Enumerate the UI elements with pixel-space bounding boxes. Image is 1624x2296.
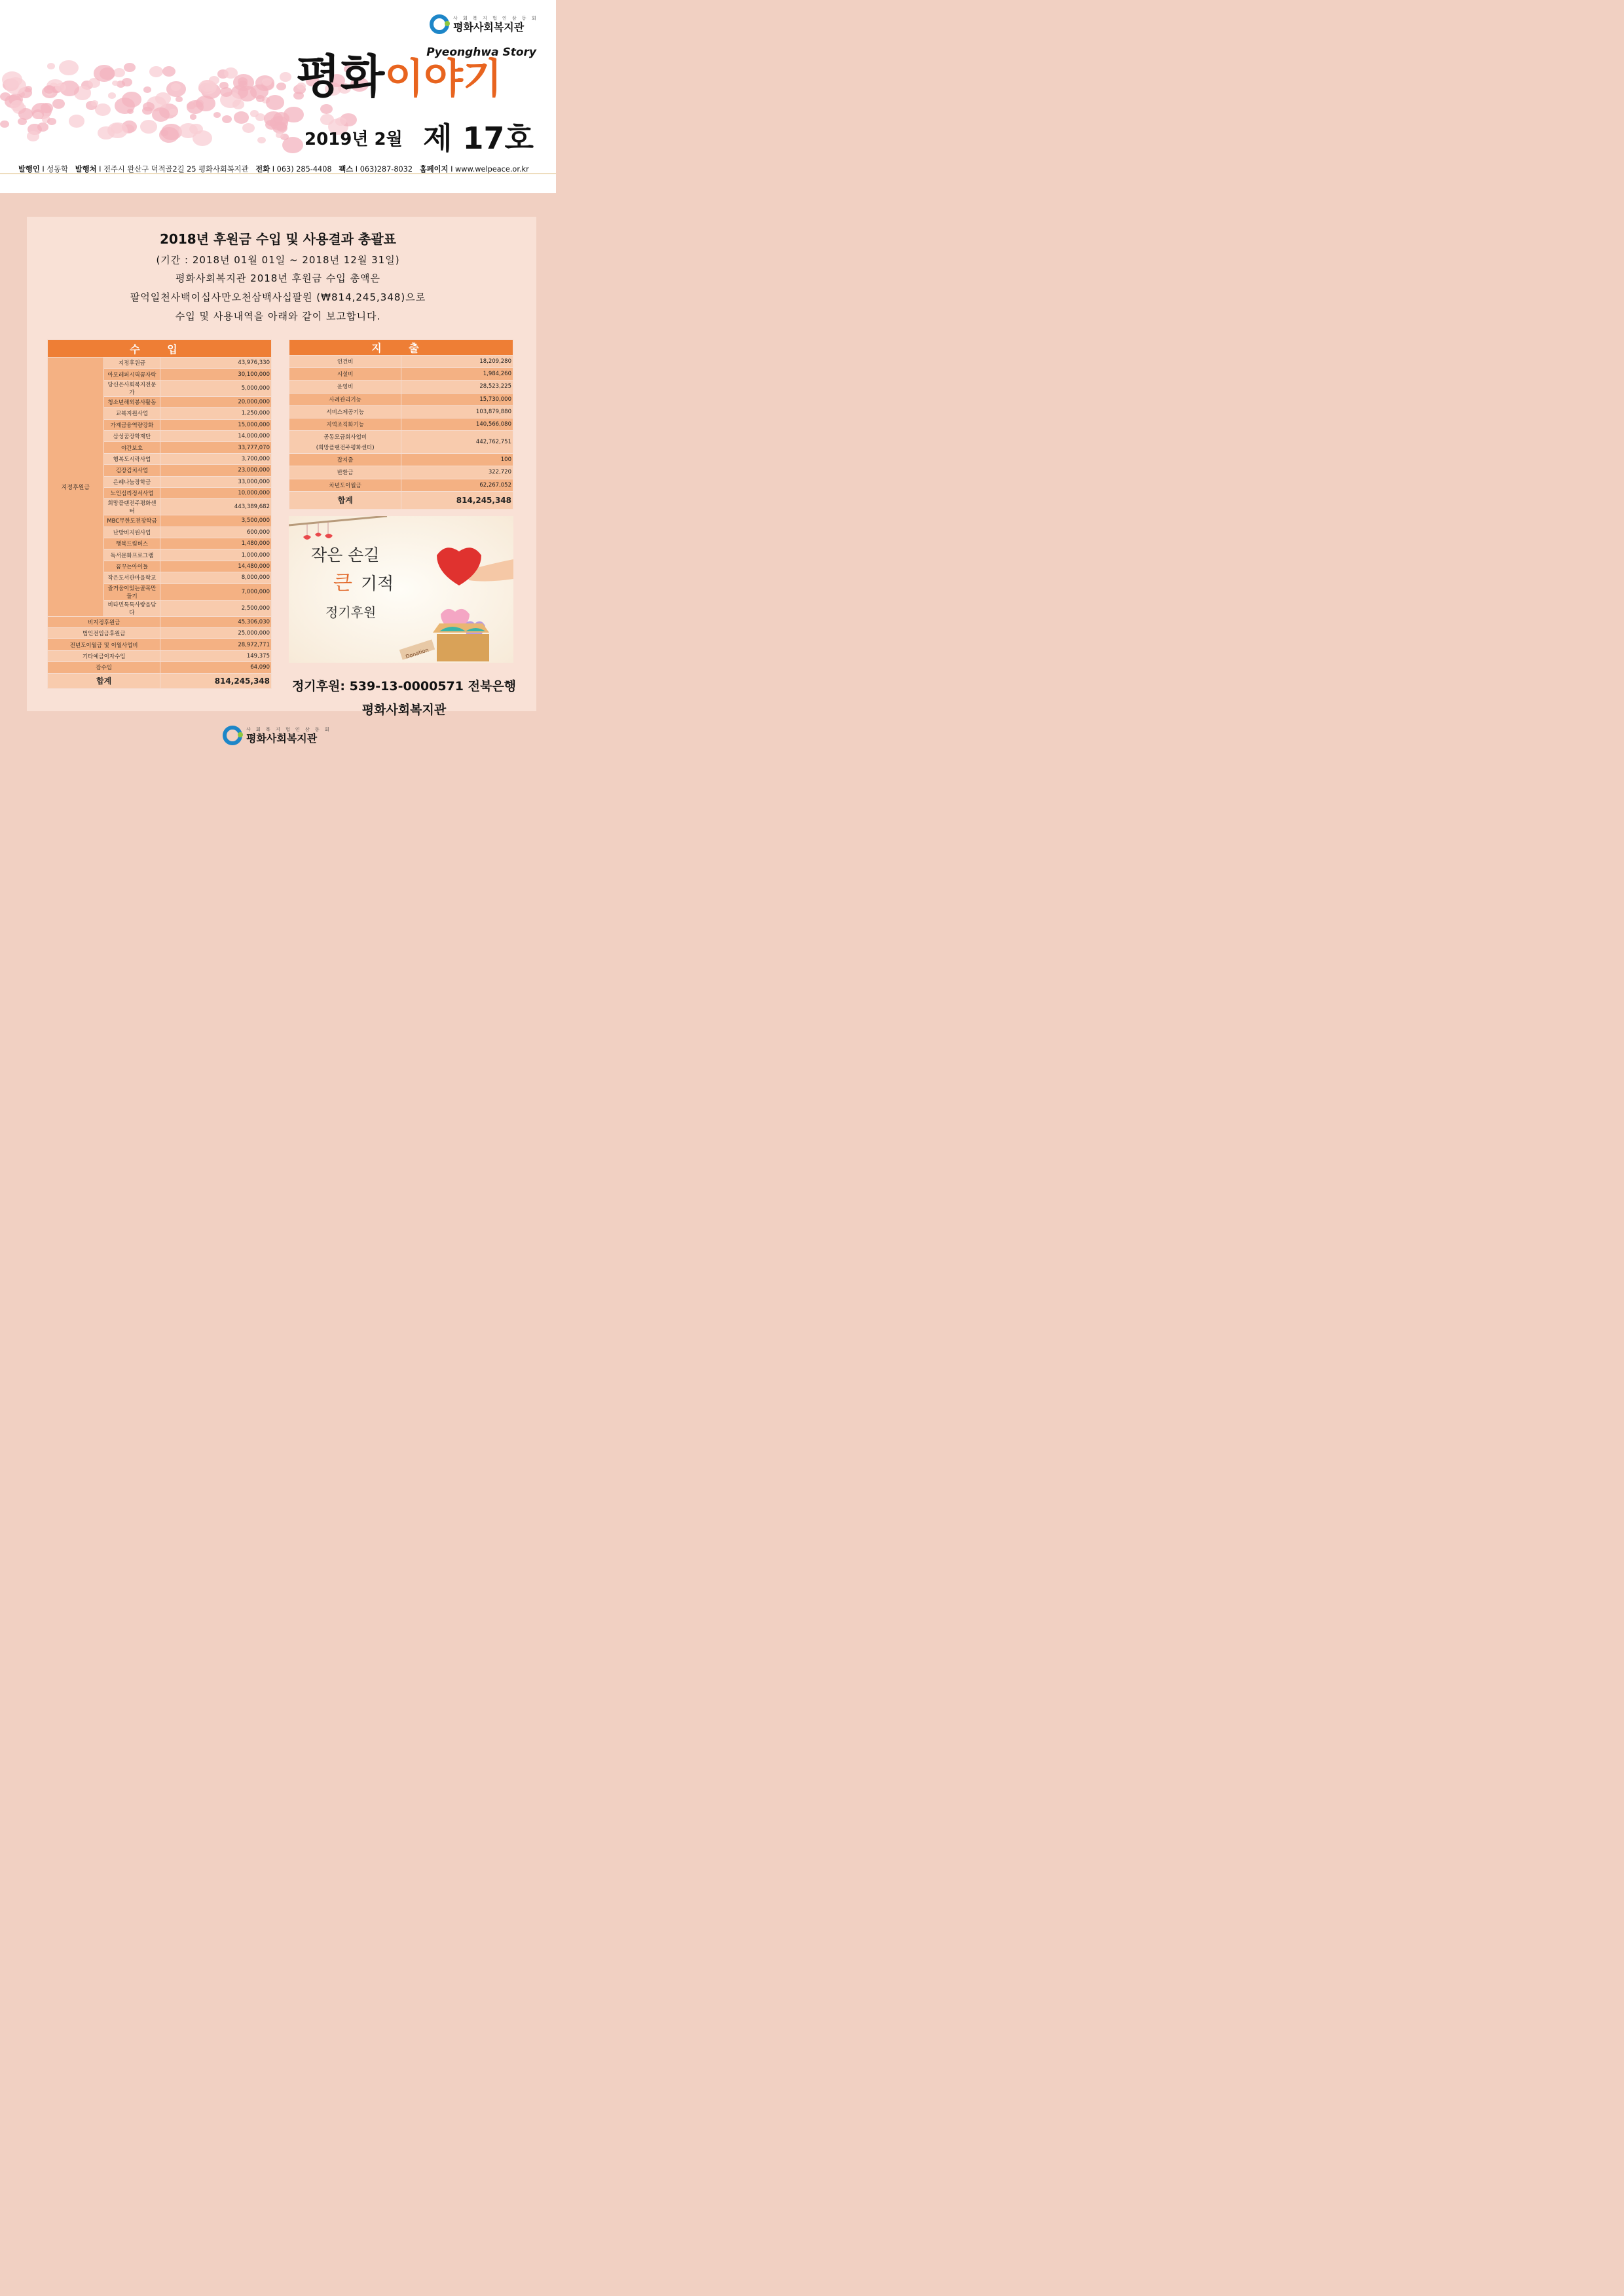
- publisher-info: 발행인 I 성동학 발행처 I 전주시 완산구 덕적골2길 25 평화사회복지관 전화 I 063) 285-4408 팩스 I 063)287-8032 홈페이지 I www.welpeace.or.kr: [18, 165, 529, 174]
- income-item-value: 2,500,000: [160, 600, 272, 616]
- income-item-value: 5,000,000: [160, 380, 272, 396]
- blossom-petal: [179, 123, 198, 138]
- blossom-petal: [127, 109, 134, 114]
- income-item-value: 15,000,000: [160, 419, 272, 430]
- expense-total-value: 814,245,348: [401, 491, 513, 509]
- expense-row: [289, 454, 513, 466]
- blossom-petal: [234, 111, 249, 123]
- income-item-value: 33,777,070: [160, 442, 272, 453]
- expense-table: [289, 339, 513, 509]
- blossom-petal: [169, 109, 177, 115]
- blossom-petal: [149, 66, 164, 77]
- expense-total-label: 합계: [289, 491, 401, 509]
- income-item-value: 1,480,000: [160, 538, 272, 549]
- expense-row: [289, 356, 513, 368]
- org-name: 평화사회복지관: [453, 20, 525, 33]
- expense-item-name: [289, 431, 401, 454]
- expense-item-value: 28,523,225: [401, 380, 513, 393]
- income-row: [48, 358, 272, 369]
- blossom-petal: [213, 112, 221, 118]
- income-item-value: 30,100,000: [160, 369, 272, 380]
- bank-account: 정기후원: 539-13-0000571 전북은행: [291, 679, 517, 694]
- income-item-name: 즐거움이있는골목만들기: [103, 583, 160, 600]
- org-subtitle: 사 회 복 지 법 인 삼 동 회: [453, 15, 538, 21]
- income-item-value: 23,000,000: [160, 465, 272, 476]
- publisher-name: 성동학: [46, 165, 69, 174]
- income-row: [48, 662, 272, 673]
- expense-item-name-line2: (희망플랜전주평화센터): [316, 445, 375, 452]
- income-item-name: 비지정후원금: [48, 616, 160, 627]
- income-item-name: 청소년해외봉사활동: [103, 396, 160, 407]
- blossom-petal: [276, 83, 287, 90]
- expense-total-row: [289, 491, 513, 509]
- income-row: [48, 639, 272, 650]
- income-item-name: 전년도이월금 및 이월사업비: [48, 639, 160, 650]
- income-item-name: 삼성꿈장학재단: [103, 430, 160, 441]
- expense-item-value: 15,730,000: [401, 393, 513, 405]
- expense-item-name: 시설비: [289, 368, 401, 380]
- expense-item-name: 차년도이월금: [289, 479, 401, 491]
- slogan-line1: 작은 손길: [311, 546, 380, 565]
- income-item-name: 은혜나눔장학금: [103, 476, 160, 487]
- income-item-value: 33,000,000: [160, 476, 272, 487]
- income-item-value: 1,000,000: [160, 549, 272, 561]
- blossom-petal: [282, 137, 303, 153]
- blossom-petal: [52, 99, 64, 109]
- expense-item-name: 잡지출: [289, 454, 401, 466]
- slogan-big: 큰: [333, 572, 352, 595]
- blossom-petal: [160, 130, 168, 136]
- homepage-label: 홈페이지: [419, 165, 449, 174]
- blossom-petal: [108, 92, 116, 99]
- expense-row: [289, 466, 513, 479]
- income-item-value: 28,972,771: [160, 639, 272, 650]
- expense-item-value: 1,984,260: [401, 368, 513, 380]
- expense-item-value: 322,720: [401, 466, 513, 479]
- income-row: [48, 628, 272, 639]
- blossom-petal: [47, 63, 55, 69]
- income-item-value: 45,306,030: [160, 616, 272, 627]
- income-item-name: 행복도시락사업: [103, 453, 160, 464]
- publisher-label: 발행인: [18, 165, 40, 174]
- blossom-petal: [232, 100, 244, 109]
- expense-item-name: 인건비: [289, 356, 401, 368]
- income-item-value: 149,375: [160, 650, 272, 661]
- expense-item-name: 운영비: [289, 380, 401, 393]
- blossom-petal: [238, 81, 248, 88]
- income-item-name: 아모레퍼시픽꿈자락: [103, 369, 160, 380]
- expense-item-value: 140,566,080: [401, 418, 513, 430]
- income-item-value: 1,250,000: [160, 408, 272, 419]
- donation-tag: Donation: [405, 646, 430, 660]
- income-total-label: 합계: [48, 673, 160, 688]
- blossom-petal: [257, 137, 266, 143]
- expense-row: [289, 380, 513, 393]
- blossom-petal: [59, 60, 78, 75]
- expense-item-value: 442,762,751: [401, 431, 513, 454]
- homepage-url[interactable]: www.welpeace.or.kr: [455, 165, 529, 174]
- fax-label: 팩스: [339, 165, 354, 174]
- blossom-petal: [113, 68, 125, 77]
- blossom-petal: [205, 82, 217, 91]
- income-item-name: 당신은사회복지전문가: [103, 380, 160, 396]
- expense-item-name: 지역조직화기능: [289, 418, 401, 430]
- income-item-name: 노인심리정서사업: [103, 487, 160, 498]
- income-item-value: 14,000,000: [160, 430, 272, 441]
- income-item-name: MBC무한도전장학금: [103, 515, 160, 527]
- blossom-petal: [41, 103, 53, 113]
- blossom-petal: [44, 85, 54, 94]
- blossom-petal: [143, 102, 155, 111]
- phone-number: 063) 285-4408: [276, 165, 332, 174]
- report-line3: 수입 및 사용내역을 아래와 같이 보고합니다.: [175, 310, 381, 322]
- blossom-petal: [47, 118, 56, 125]
- blossom-petal: [33, 112, 43, 119]
- expense-item-name: 반환금: [289, 466, 401, 479]
- report-line1: 평화사회복지관 2018년 후원금 수입 총액은: [175, 272, 381, 284]
- income-item-name: 지정후원금: [103, 358, 160, 369]
- expense-row: [289, 368, 513, 380]
- blossom-petal: [143, 86, 151, 93]
- income-item-value: 8,000,000: [160, 572, 272, 583]
- title-part1: 평화: [296, 49, 385, 103]
- blossom-petal: [10, 100, 24, 111]
- blossom-petal: [0, 120, 9, 128]
- footer-org-name: 평화사회복지관: [246, 731, 318, 745]
- blossom-petal: [335, 117, 346, 126]
- income-item-name: 야간보호: [103, 442, 160, 453]
- newsletter-header: [0, 0, 556, 193]
- income-item-name: 가계금융역량강화: [103, 419, 160, 430]
- income-category: 지정후원금: [48, 358, 104, 617]
- issue-date: 2019년 2월: [304, 130, 403, 149]
- blossom-petal: [320, 104, 332, 114]
- income-item-value: 43,976,330: [160, 358, 272, 369]
- income-item-value: 3,700,000: [160, 453, 272, 464]
- income-item-name: 법인전입금후원금: [48, 628, 160, 639]
- blossom-petal: [171, 83, 181, 91]
- blossom-petal: [152, 107, 170, 122]
- income-item-name: 행복드림버스: [103, 538, 160, 549]
- donation-illustration: [289, 516, 513, 663]
- expense-item-name-line1: 공동모금회사업비: [323, 434, 367, 441]
- income-item-name: 꿈꾸는아이들: [103, 561, 160, 572]
- expense-item-name: 서비스제공기능: [289, 405, 401, 418]
- income-row: [48, 650, 272, 661]
- blossom-petal: [222, 115, 232, 123]
- income-item-value: 10,000,000: [160, 487, 272, 498]
- logo-ring-icon: [223, 726, 242, 745]
- bank-holder: 평화사회복지관: [361, 703, 447, 717]
- donation-artwork: [289, 516, 513, 663]
- income-item-value: 600,000: [160, 527, 272, 538]
- expense-header: 지 출: [289, 340, 513, 356]
- income-item-name: 비타민톡톡사랑을담다: [103, 600, 160, 616]
- report-line2: 팔억일천사백이십사만오천삼백사십팔원 (₩814,245,348)으로: [130, 291, 426, 303]
- expense-row: [289, 479, 513, 491]
- footer-logo: [223, 726, 331, 745]
- income-item-name: 기타예금이자수입: [48, 650, 160, 661]
- income-row: [48, 616, 272, 627]
- income-item-value: 20,000,000: [160, 396, 272, 407]
- footer-org-subtitle: 사 회 복 지 법 인 삼 동 회: [246, 726, 331, 732]
- income-item-value: 14,480,000: [160, 561, 272, 572]
- blossom-petal: [280, 72, 291, 82]
- slogan-line3: 정기후원: [325, 604, 377, 620]
- blossom-petal: [266, 95, 285, 110]
- issue-number: 제 17호: [423, 120, 534, 156]
- bank-info: [286, 675, 522, 722]
- logo-ring-icon: [430, 14, 449, 34]
- report-period: (기간 : 2018년 01월 01일 ~ 2018년 12월 31일): [156, 254, 400, 266]
- income-item-name: 잡수입: [48, 662, 160, 673]
- phone-label: 전화: [255, 165, 270, 174]
- income-total-value: 814,245,348: [160, 673, 272, 688]
- blossom-petal: [224, 67, 238, 79]
- story-label: Pyeonghwa Story: [426, 46, 536, 59]
- expense-row: [289, 405, 513, 418]
- income-total-row: [48, 673, 272, 688]
- expense-row: [289, 393, 513, 405]
- expense-item-name: 사례관리기능: [289, 393, 401, 405]
- blossom-petal: [242, 123, 255, 133]
- income-item-name: 독서문화프로그램: [103, 549, 160, 561]
- expense-row: [289, 431, 513, 454]
- income-item-value: 64,090: [160, 662, 272, 673]
- blossom-petal: [27, 131, 40, 141]
- income-item-value: 3,500,000: [160, 515, 272, 527]
- income-item-name: 김장김치사업: [103, 465, 160, 476]
- income-item-value: 7,000,000: [160, 583, 272, 600]
- org-logo: [430, 14, 538, 34]
- office-address: 전주시 완산구 덕적골2길 25 평화사회복지관: [103, 165, 249, 174]
- expense-item-value: 18,209,280: [401, 356, 513, 368]
- slogan-line2: 기적: [361, 574, 394, 594]
- income-item-name: 희망플랜전주평화센터: [103, 499, 160, 515]
- blossom-petal: [190, 114, 196, 119]
- blossom-petal: [98, 126, 115, 140]
- income-item-name: 난방비지원사업: [103, 527, 160, 538]
- blossom-petal: [276, 132, 284, 138]
- blossom-petal: [37, 122, 48, 132]
- expense-item-value: 103,879,880: [401, 405, 513, 418]
- income-header: 수 입: [48, 340, 272, 358]
- title-part2: 이야기: [384, 54, 502, 102]
- blossom-petal: [112, 81, 119, 86]
- expense-row: [289, 418, 513, 430]
- income-item-name: 교복지원사업: [103, 408, 160, 419]
- income-item-value: 443,389,682: [160, 499, 272, 515]
- blossom-petal: [175, 96, 183, 102]
- blossom-petal: [55, 83, 65, 92]
- blossom-petal: [140, 120, 157, 134]
- report-title: 2018년 후원금 수입 및 사용결과 총괄표: [160, 231, 396, 247]
- income-item-value: 25,000,000: [160, 628, 272, 639]
- income-table: [47, 339, 272, 689]
- expense-item-value: 62,267,052: [401, 479, 513, 491]
- expense-item-value: 100: [401, 454, 513, 466]
- fax-number: 063)287-8032: [360, 165, 413, 174]
- income-item-name: 작은도서관마을학교: [103, 572, 160, 583]
- blossom-petal: [122, 92, 141, 107]
- office-label: 발행처: [75, 165, 97, 174]
- blossom-petal: [124, 63, 136, 72]
- blossom-petal: [69, 115, 84, 128]
- blossom-petal: [162, 66, 176, 77]
- blossom-petal: [94, 65, 115, 81]
- blossom-petal: [196, 96, 215, 111]
